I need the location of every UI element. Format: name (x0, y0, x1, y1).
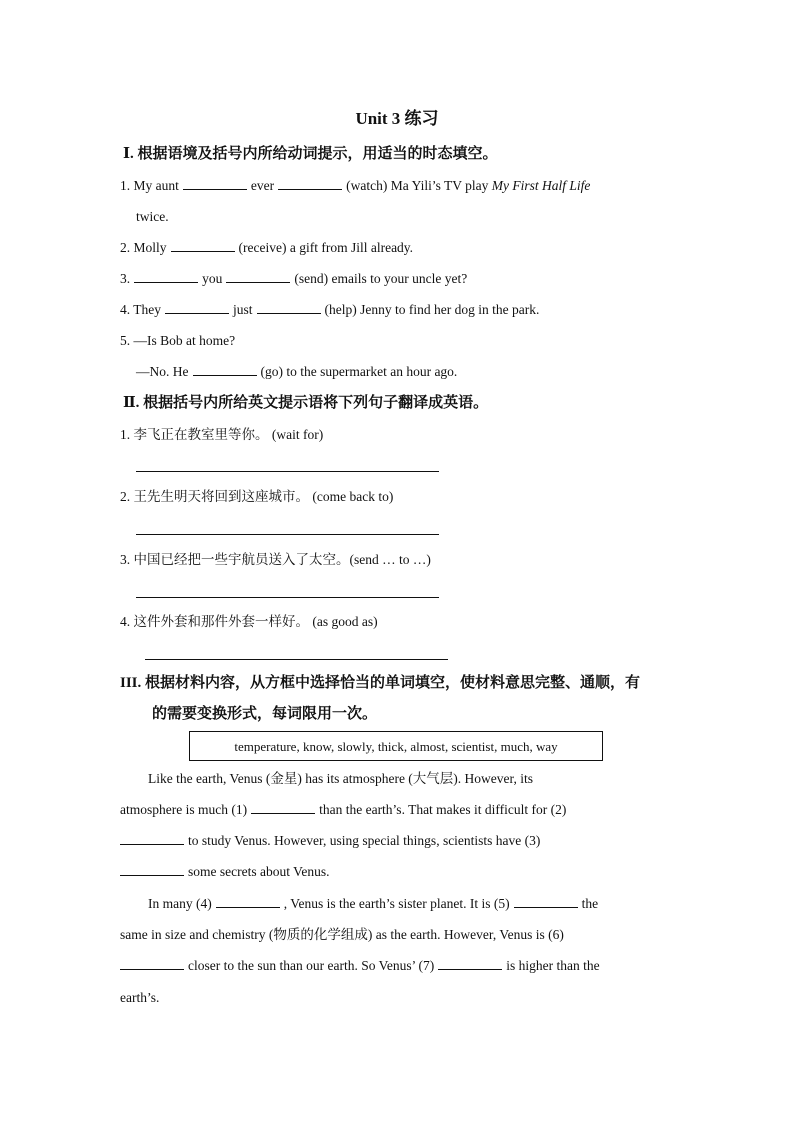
page-title: Unit 3 练习 (355, 109, 439, 128)
passage-p1-line1: Like the earth, Venus (金星) has its atmosphere (大气层). However, its (148, 771, 533, 786)
section-3-heading-cont: 的需要变换形式，每词限用一次。 (152, 706, 378, 722)
passage-p1-line4 (120, 856, 329, 887)
answer-blank[interactable] (120, 955, 184, 970)
answer-line[interactable] (136, 534, 439, 535)
q4-text-c: (help) Jenny to find her dog in the park. (324, 302, 540, 317)
passage-text: , Venus is the earth’s sister planet. It is (5) (283, 896, 510, 911)
passage-text: is higher than the (506, 958, 600, 973)
question-4 (120, 294, 539, 325)
q2-text-a: 2. Molly (120, 240, 167, 255)
q2-text-b: (receive) a gift from Jill already. (238, 240, 414, 255)
q1-tv-title: My First Half Life (491, 178, 591, 193)
q4-text-b: just (233, 302, 253, 317)
translation-item-3: 3. 中国已经把一些宇航员送入了太空。(send … to …) (120, 552, 431, 567)
translation-item-2: 2. 王先生明天将回到这座城市。 (come back to) (120, 489, 394, 504)
word-bank-box: temperature, know, slowly, thick, almost, scientist, much, way (189, 731, 603, 761)
passage-text: the (581, 896, 599, 911)
answer-blank[interactable] (183, 175, 247, 190)
question-5: 5. —Is Bob at home? (120, 333, 236, 348)
translation-item-1: 1. 李飞正在教室里等你。 (wait for) (120, 427, 324, 442)
q1-text-a: 1. My aunt (120, 178, 179, 193)
answer-line[interactable] (136, 471, 439, 472)
q1-text-b: ever (250, 178, 275, 193)
answer-blank[interactable] (216, 893, 280, 908)
q3-text-a: 3. (120, 271, 131, 286)
passage-p1-line3 (120, 825, 540, 856)
answer-blank[interactable] (165, 299, 229, 314)
q4-text-a: 4. They (120, 302, 161, 317)
section-2-heading: Ⅱ. 根据括号内所给英文提示语将下列句子翻译成英语。 (123, 395, 489, 411)
passage-text: some secrets about Venus. (188, 864, 330, 879)
question-5-reply (136, 356, 457, 387)
answer-blank[interactable] (438, 955, 502, 970)
question-2 (120, 232, 413, 263)
answer-blank[interactable] (514, 893, 578, 908)
q3-text-c: (send) emails to your uncle yet? (294, 271, 468, 286)
answer-line[interactable] (145, 659, 448, 660)
passage-text: closer to the sun than our earth. So Venus’ (7) (188, 958, 435, 973)
passage-p2-line1 (148, 888, 598, 919)
answer-blank[interactable] (193, 361, 257, 376)
q1-text-c: (watch) Ma Yili’s TV play (346, 178, 489, 193)
passage-text: In many (4) (148, 896, 212, 911)
passage-text: atmosphere is much (1) (120, 802, 248, 817)
q1-continued: twice. (136, 209, 169, 224)
passage-p1-line2 (120, 794, 566, 825)
passage-p2-line3 (120, 950, 600, 981)
passage-text: to study Venus. However, using special things, scientists have (3) (188, 833, 541, 848)
q5-text-c: (go) to the supermarket an hour ago. (260, 364, 458, 379)
section-3-heading: III. 根据材料内容，从方框中选择恰当的单词填空，使材料意思完整、通顺，有 (120, 675, 641, 691)
answer-blank[interactable] (226, 268, 290, 283)
answer-blank[interactable] (251, 799, 315, 814)
section-1-heading: Ⅰ. 根据语境及括号内所给动词提示，用适当的时态填空。 (123, 146, 498, 162)
q5-text-b: —No. He (136, 364, 189, 379)
answer-line[interactable] (136, 597, 439, 598)
answer-blank[interactable] (257, 299, 321, 314)
translation-item-4: 4. 这件外套和那件外套一样好。 (as good as) (120, 614, 378, 629)
answer-blank[interactable] (278, 175, 342, 190)
q3-text-b: you (202, 271, 223, 286)
passage-text: than the earth’s. That makes it difficult for (2) (319, 802, 567, 817)
answer-blank[interactable] (134, 268, 198, 283)
answer-blank[interactable] (120, 830, 184, 845)
answer-blank[interactable] (171, 237, 235, 252)
question-3 (120, 263, 467, 294)
question-1 (120, 170, 590, 201)
passage-p2-line2: same in size and chemistry (物质的化学组成) as the earth. However, Venus is (6) (120, 927, 564, 942)
answer-blank[interactable] (120, 861, 184, 876)
passage-p2-line4: earth’s. (120, 990, 160, 1005)
